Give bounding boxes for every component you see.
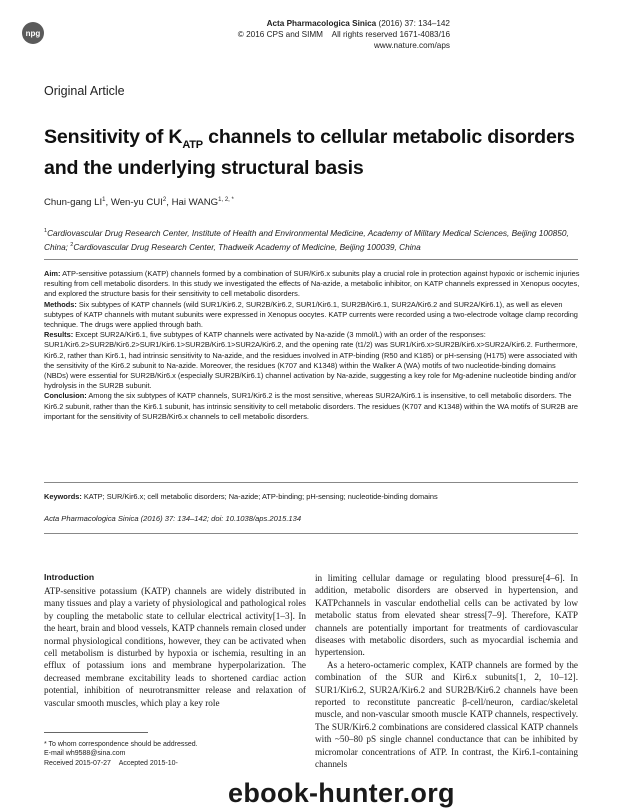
- article-title: Sensitivity of $K_{ATP}$ channels to cellular metabolic disorders and the underlying structural basis: [44, 126, 575, 179]
- author: Hai WANG: [171, 197, 219, 209]
- journal-name: Acta Pharmacologica Sinica: [266, 19, 377, 28]
- intro-right-column: [315, 572, 578, 771]
- dates: Received 2015-07-27 Accepted 2015-10-: [44, 759, 178, 767]
- email[interactable]: E-mail wh9588@sina.com: [44, 750, 126, 758]
- intro-left-column: [44, 585, 306, 709]
- author-list: Chun-gang $LI^1$, Wen-yu CUI$^2$, Hai $WANG^{1, 2, *}$: [44, 197, 234, 209]
- affiliations: $^1$Cardiovascular Drug Research Center, Institute of Health and Environmental Medicine, Academy of Military Medical Sciences, Beijing 100850, China; $^2$Cardiovascular Drug Research Center, Thadweik Academy of Medicine, Beijing 100039, China: [44, 227, 569, 252]
- abstract-conclusion: Conclusion: Among the six subtypes of KATP channels, SUR1/Kir6.2 is the most sensitive, whereas SUR2A/Kir6.1 is insensitive, to cell metabolic disorders. The Kir6.2 subunit, rather than the Kir6.1 subunit, has intrinsic sensitivity to cell metabolic disorders. The residues (K707 and K1348) within the WA motifs of SUR2B are important for the sensitivity of SUR2B/Kir6.x channels to cell metabolic disorders.: [44, 391, 579, 421]
- npg-logo: npg: [22, 22, 44, 44]
- citation: Acta Pharmacologica Sinica (2016) 37: 134–142; doi: 10.1038/aps.2015.134: [44, 514, 302, 523]
- abstract-results: Results: Except SUR2A/Kir6.1, five subtypes of KATP channels were activated by Na-azide (3 mmol/L) with an order of the responses: SUR1/Kir6.2>SUR2B/Kir6.2>SUR1/Kir6.1>SUR2B/Kir6.1>SUR2A/Kir6.2, and the opening rate (t1/2) was SUR1/Kir6.x>SUR2B/Kir6.x>SUR2A/Kir6.2. Furthermore, Kir6.2, rather than Kir6.1, had intrinsic sensitivity to Na-azide, and the residues involved in ATP-binding (R50 and K185) or pH-sensing (H175) were associated with the sensitivity of the Kir6.2 subunit to Na-azide. Moreover, the residues (K707 and K1348) within the Walker A (WA) motifs of two nucleotide-binding domains (NBDs) were essential for SUR2B/Kir6.x (especially SUR2B/Kir6.1) channel activation by Na-azide, suggesting a key role for Mg-adenine nucleotide binding and/or hydrolysis in the SUR2B subunit.: [44, 330, 578, 391]
- journal-header: [52, 18, 450, 51]
- author: Wen-yu CUI: [110, 197, 163, 209]
- affiliation: Cardiovascular Drug Research Center, Institute of Health and Environmental Medicine, Academy of Military Medical Sciences, Beijing 100850, China;: [44, 227, 569, 252]
- author: Chun-gang LI: [44, 197, 103, 209]
- abstract-aim: Aim: ATP-sensitive potassium (KATP) channels formed by a combination of SUR/Kir6.x subunits play a crucial role in protection against hypoxic or ischemic injuries resulting from cell metabolic disorders. In this study we investigated the effects of Na-azide, a metabolic inhibitor, on KATP channels expressed in Xenopus oocytes, and explored the structure basis for their sensitivity to cell metabolic disorders.: [44, 269, 580, 299]
- footnotes: [44, 740, 306, 768]
- article-type: Original Article: [44, 84, 125, 98]
- volume-info: (2016) 37: 134–142: [378, 19, 450, 28]
- divider: [44, 482, 578, 483]
- affiliation: Cardiovascular Drug Research Center, Thadweik Academy of Medicine, Beijing 100039, China: [73, 241, 421, 252]
- rights: All rights reserved 1671-4083/16: [331, 30, 450, 39]
- footnote-divider: [44, 732, 148, 733]
- copyright: © 2016 CPS and SIMM: [237, 30, 323, 39]
- watermark: ebook-hunter.org: [228, 778, 455, 808]
- paragraph: in limiting cellular damage or regulating blood pressure[4–6]. In addition, metabolic disorders are observed in hypertension, and KATPchannels in vascular endothelial cells can be activated by low metabolic status from elevated shear stress[7–9]. Therefore, KATP channels are potentially important for treatments of cardiovascular diseases with metabolic disorders, such as myocardial ischemia and hypertension.: [315, 573, 578, 658]
- abstract: [44, 269, 580, 422]
- divider: [44, 533, 578, 534]
- keywords: Keywords: KATP; SUR/Kir6.x; cell metabolic disorders; Na-azide; ATP-binding; pH-sensing; nucleotide-binding domains: [44, 492, 438, 501]
- paragraph: ATP-sensitive potassium (KATP) channels are widely distributed in many tissues and play a variety of physiological and pathological roles by coupling the metabolic state to cellular electrical activity[1–3]. In the heart, brain and blood vessels, KATP channels remain closed under normal physiological conditions, however, they can be activated when cell metabolism is disturbed by hypoxia or ischemia, resulting in an efflux of potassium ions and membrane hyperpolarization. The decreased membrane excitability leads to shortened cardiac action potential, inhibition of neurotransmitter release and relaxation of vascular smooth muscles, which play a key role: [44, 586, 306, 708]
- divider: [44, 259, 578, 260]
- abstract-methods: Methods: Six subtypes of KATP channels (wild SUR1/Kir6.2, SUR2B/Kir6.2, SUR1/Kir6.1, SUR2B/Kir6.1, SUR2A/Kir6.2 and SUR2A/Kir6.1), as well as eleven subtypes of KATP channels with mutant subunits were expressed in Xenopus oocytes. KATP currents were recorded using a two-electrode voltage clamp recording technique. The drugs were applied through bath.: [44, 299, 578, 330]
- section-heading-introduction: Introduction: [44, 572, 95, 582]
- paragraph: As a hetero-octameric complex, KATP channels are formed by the combination of the SUR and Kir6.x subunits[1, 2, 10–12]. SUR1/Kir6.2, SUR2A/Kir6.2 and SUR2B/Kir6.2 channels have been reported to reconstitute pancreatic β-cell/neuron, cardiac/skeletal muscle, and non-vascular smooth muscle KATP channels, respectively. The SUR/Kir6.2 combinations are considered classical KATP channels with ~50–80 pS single channel conductance that can be inhibited by micromolar concentrations of ATP. In contrast, the Kir6.1-containing channels: [315, 659, 578, 770]
- journal-url[interactable]: www.nature.com/aps: [374, 41, 450, 50]
- correspondence-note: * To whom correspondence should be addressed.: [44, 741, 198, 748]
